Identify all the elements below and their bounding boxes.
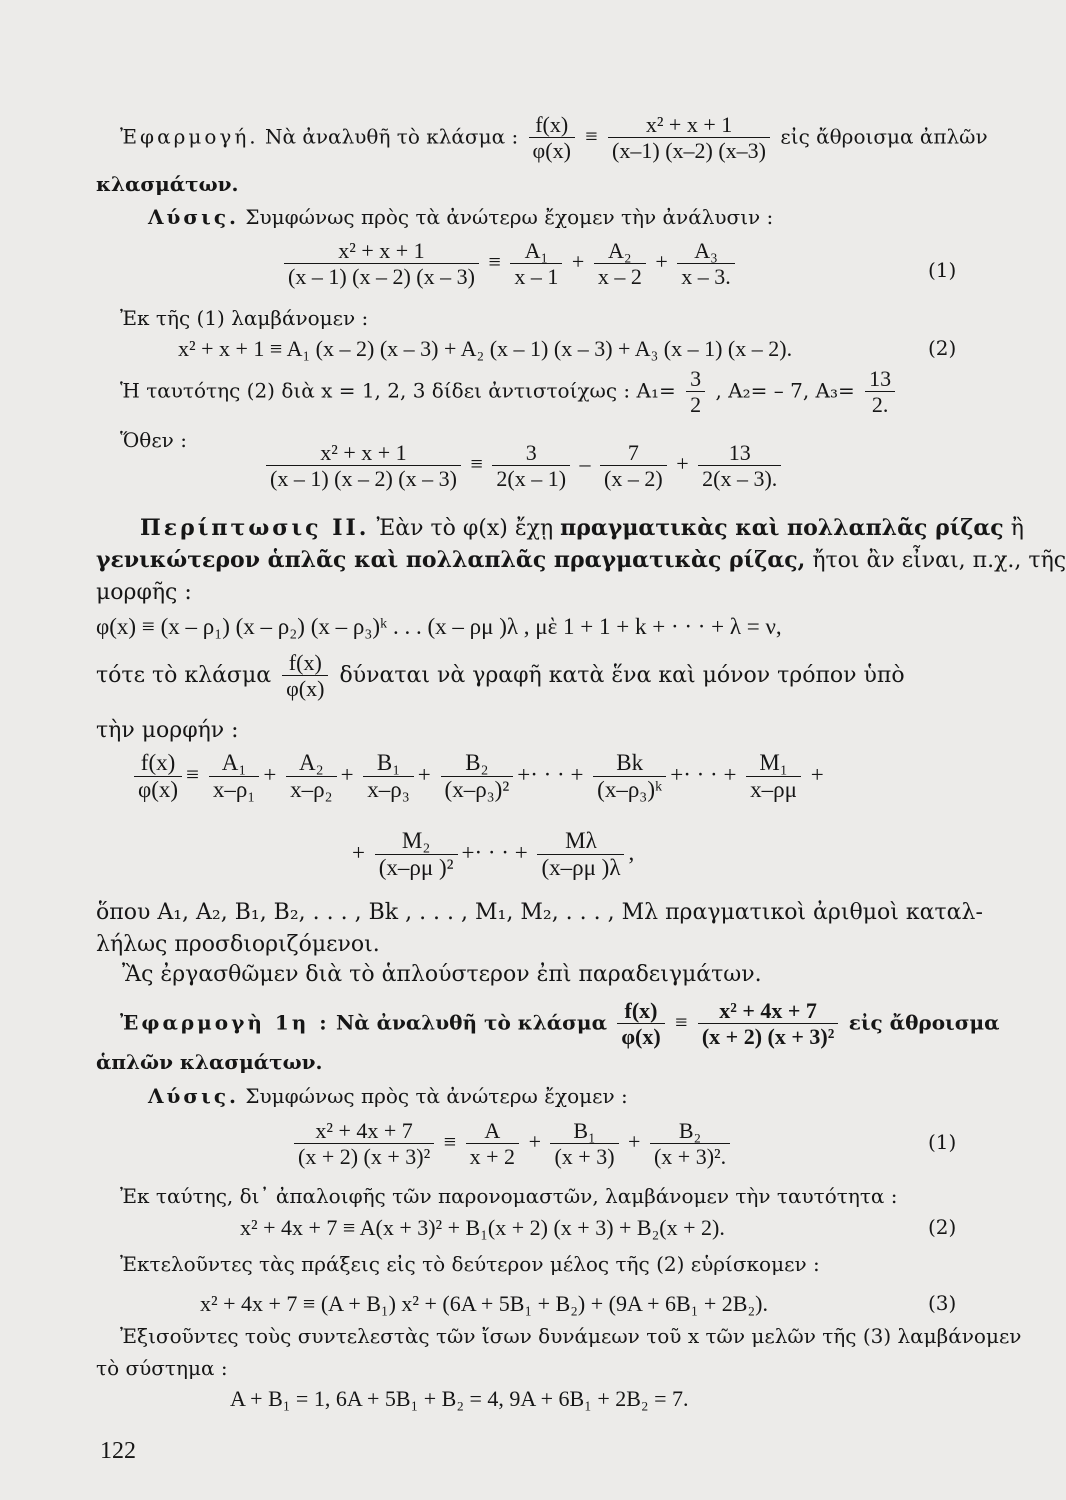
application-tail-2: κλασμάτων. (96, 172, 239, 196)
a3-value (865, 366, 895, 418)
application-intro: Νὰ ἀναλυθῆ τὸ κλάσμα : (265, 124, 519, 149)
numerator: x² + x + 1 (338, 238, 425, 263)
numerator: B₁ (376, 750, 401, 775)
fraction-f-phi-2 (617, 998, 664, 1050)
elimination-text: Ἐκ ταύτης, δι᾽ ἀπαλοιφῆς τῶν παρονομαστῶν, λαμβάνομεν τὴν ταυτότητα : (120, 1184, 898, 1208)
case-text-bold-2: γενικώτερον ἁπλᾶς καὶ πολλαπλᾶς πραγματικὰς ρίζας, (96, 547, 806, 573)
numerator: f(x) (288, 650, 322, 675)
equation-number: (3) (928, 1291, 957, 1315)
equation-2-3: x² + 4x + 7 ≡ (A + B₁) x² + (6A + 5B₁ + B₂) + (9A + 6B₁ + 2B₂). (200, 1291, 768, 1316)
denominator: φ(x) (617, 1023, 664, 1049)
solution-label: Λύσις. (148, 205, 239, 229)
denominator: (x + 3)². (650, 1143, 730, 1169)
result-term-3 (698, 440, 781, 492)
denominator: x–ρ₃ (363, 776, 414, 803)
decomp-term-a1 (209, 750, 260, 804)
numerator: f(x) (535, 112, 569, 137)
perform-text: Ἐκτελοῦντες τὰς πράξεις εἰς τὸ δεύτερον μέλος τῆς (2) εὑρίσκομεν : (120, 1252, 820, 1276)
denominator: x–ρ₁ (209, 776, 260, 803)
numerator: B₁ (573, 1118, 596, 1143)
a2-text: , A₂= – 7, A₃= (715, 378, 855, 403)
numerator: f(x) (140, 750, 176, 775)
eq2-1-term-a (466, 1118, 519, 1170)
denominator: 2(x – 1) (492, 465, 570, 491)
denominator: (x–ρμ )² (375, 854, 458, 881)
application-2-tail-2: ἁπλῶν κλασμάτων. (96, 1050, 323, 1074)
denominator: (x + 2) (x + 3)² (294, 1143, 434, 1169)
denominator: (x + 2) (x + 3)² (698, 1023, 838, 1049)
fraction-f-phi (529, 112, 575, 164)
then-fraction (282, 650, 328, 702)
denominator: (x – 2) (600, 465, 667, 491)
application-2-heading: Ἐφαρμογὴ 1η : Νὰ ἀναλυθῆ τὸ κλάσμα $\frac{f(x)}{\varphi(x)}$ ≡ $\frac{\text{x² + 4x + 7}}{\text{(x + 2) (x + 3)²}}$ εἰς ἄθροισμα (120, 998, 1000, 1050)
let-us-line: Ἂς ἐργασθῶμεν διὰ τὸ ἁπλούστερον ἐπὶ παραδειγμάτων. (122, 962, 762, 987)
case-label: Περίπτωσις ΙΙ. (140, 515, 370, 541)
decomp-term-m2 (375, 828, 458, 882)
decomp-term-b2 (441, 750, 514, 804)
hence-text: Ὅθεν : (120, 428, 187, 452)
application-tail: εἰς ἄθροισμα ἀπλῶν (780, 124, 988, 149)
solution-line (148, 205, 773, 229)
equation-number: (1) (928, 1130, 957, 1154)
solution-2-label: Λύσις. (148, 1084, 239, 1108)
numerator: A₁ (221, 750, 247, 775)
eq1-term-a2 (594, 238, 646, 290)
numerator: x² + x + 1 (320, 440, 407, 465)
case-text-bold: πραγματικὰς καὶ πολλαπλᾶς ρίζας (560, 515, 1004, 541)
numerator: A₂ (608, 238, 632, 263)
denominator: (x–ρ₃)ᵏ (593, 776, 666, 803)
solution-2-text: Συμφώνως πρὸς τὰ ἀνώτερω ἔχομεν : (245, 1084, 628, 1108)
eq2-1-lhs (294, 1118, 434, 1170)
decomp-term-ml (537, 828, 624, 882)
denominator: x–ρμ (746, 776, 801, 803)
case-2-line-3: μορφῆς : (96, 580, 192, 605)
solution-text: Συμφώνως πρὸς τὰ ἀνώτερω ἔχομεν τὴν ἀνάλυσιν : (245, 205, 774, 229)
application-heading: Ἐφαρμογή. Νὰ ἀναλυθῆ τὸ κλάσμα : $\frac{f(x)}{\varphi(x)}$ ≡ $\frac{\text{x² + x + 1}}{(x-1) (x-2) (x-3)}$ εἰς ἄθροισμα ἀπλῶν (120, 112, 988, 164)
eq1-lhs (284, 238, 479, 290)
equation-number: (2) (928, 1215, 957, 1239)
numerator: A (484, 1118, 501, 1143)
page-number: 122 (100, 1438, 136, 1464)
decomp-term-bk (593, 750, 666, 804)
decomposition-line-1: $\frac{f(x)}{\varphi(x)}$ ≡ $\frac{\text{A₁}}{\text{x–ρ₁}}$ + $\frac{\text{A₂}}{\text{x–ρ₂}}$ + $\frac{\text{B₁}}{\text{x–ρ₃}}$ + $\frac{\text{B₂}}{\text{(x–ρ₃)²}}$ +· · · + $\frac{Bk}{\text{(x–ρ₃)ᵏ}}$ +· · · + $\frac{\text{M₁}}{x-\rho\mu}$ + (130, 750, 824, 804)
phi-equation: φ(x) ≡ (x – ρ₁) (x – ρ₂) (x – ρ₃)ᵏ . . . (x – ρμ )λ , μὲ 1 + 1 + k + · · · + λ = ν, (96, 614, 782, 639)
numerator: Bk (616, 750, 644, 775)
where-line: ὅπου A₁, A₂, B₁, B₂, . . . , Bk , . . . , M₁, M₂, . . . , Mλ πραγματικοὶ ἀριθμοὶ καταλ- (96, 900, 983, 925)
case-text: Ἐὰν τὸ φ(x) ἔχῃ (376, 516, 554, 541)
a1-value (686, 366, 705, 418)
equation-number: (1) (928, 258, 957, 282)
case-text-end: ἢ (1010, 516, 1024, 541)
then-text: τότε τὸ κλάσμα (96, 662, 272, 688)
denominator: φ(x) (529, 137, 575, 163)
eq1-term-a1 (510, 238, 562, 290)
then-line (96, 650, 905, 702)
numerator: 3 (690, 366, 702, 391)
system-equations: A + B₁ = 1, 6A + 5B₁ + B₂ = 4, 9A + 6B₁ + 2B₂ = 7. (230, 1386, 689, 1411)
denominator: 2. (865, 391, 895, 417)
numerator: 13 (869, 366, 892, 391)
identity-line (120, 366, 899, 418)
then-tail: δύναται νὰ γραφῆ κατὰ ἕνα καὶ μόνον τρόπον ὑπὸ (339, 662, 905, 688)
numerator: f(x) (624, 998, 658, 1023)
equation-number: (2) (928, 336, 957, 360)
solution-2-line (148, 1084, 628, 1108)
equation-2: x² + x + 1 ≡ A₁ (x – 2) (x – 3) + A₂ (x – 1) (x – 3) + A₃ (x – 1) (x – 2). (178, 336, 793, 361)
denominator: x – 1 (510, 263, 562, 289)
equation-2-2: x² + 4x + 7 ≡ A(x + 3)² + B₁(x + 2) (x + 3) + B₂(x + 2). (240, 1215, 725, 1240)
case-2-line-1 (140, 515, 1024, 541)
denominator: (x – 1) (x – 2) (x – 3) (284, 263, 479, 289)
denominator: (x–ρ₃)² (441, 776, 514, 803)
result-term-2 (600, 440, 667, 492)
denominator: x – 3. (677, 263, 735, 289)
application-2-intro: Νὰ ἀναλυθῆ τὸ κλάσμα (335, 1010, 607, 1035)
numerator: A₃ (694, 238, 718, 263)
denominator: φ(x) (134, 776, 182, 803)
system-label: τὸ σύστημα : (96, 1356, 228, 1380)
numerator: Mλ (565, 828, 597, 853)
denominator: 2 (686, 391, 705, 417)
numerator: x² + 4x + 7 (719, 998, 817, 1023)
application-2-title: Ἐφαρμογὴ 1η : (120, 1010, 330, 1035)
case-text-2: ἤτοι ἂν εἶναι, π.χ., τῆς (812, 548, 1066, 573)
where-line-2: λήλως προσδιοριζόμενοι. (96, 932, 380, 957)
decomp-term-a2 (286, 750, 337, 804)
from-text: Ἐκ τῆς (1) λαμβάνομεν : (120, 306, 369, 330)
eq1-term-a3 (677, 238, 735, 290)
fraction-rhs (608, 112, 770, 164)
equation-1: $\frac{\text{x² + x + 1}}{(x - 1) (x - 2) (x - 3)}$ ≡ $\frac{\text{A₁}}{x - 1}$ + $\frac{\text{A₂}}{x - 2}$ + $\frac{\text{A₃}}{x - 3.}$ (280, 238, 739, 290)
equation-2-1: $\frac{\text{x² + 4x + 7}}{\text{(x + 2) (x + 3)²}}$ ≡ $\frac{A}{x + 2}$ + $\frac{\text{B₁}}{(x + 3)}$ + $\frac{\text{B₂}}{\text{(x + 3)².}}$ (290, 1118, 734, 1170)
numerator: A₂ (298, 750, 324, 775)
numerator: B₂ (678, 1118, 702, 1143)
numerator: 3 (525, 440, 537, 465)
result-term-1 (492, 440, 570, 492)
eq2-1-term-b1 (550, 1118, 618, 1170)
application-2-tail: εἰς ἄθροισμα (848, 1010, 1000, 1035)
denominator: x–ρ₂ (286, 776, 337, 803)
decomposition-line-2: + $\frac{\text{M₂}}{\text{(x–ρμ )²}}$ +· · · + $\frac{M\lambda}{(x-\rho\mu )\lambda}$ , (352, 828, 635, 881)
application-title: Ἐφαρμογή. (120, 124, 259, 149)
result-lhs (266, 440, 461, 492)
numerator: 7 (627, 440, 639, 465)
identity-text: Ἡ ταυτότης (2) διὰ x = 1, 2, 3 δίδει ἀντιστοίχως : A₁= (120, 378, 676, 403)
case-2-line-2 (96, 547, 1066, 573)
numerator: x² + x + 1 (645, 112, 733, 137)
denominator: (x + 3) (550, 1143, 618, 1169)
denominator: (x – 1) (x – 2) (x – 3) (266, 465, 461, 491)
denominator: (x–1) (x–2) (x–3) (608, 137, 770, 163)
denominator: φ(x) (282, 675, 328, 701)
decomp-term-b1 (363, 750, 414, 804)
eq2-1-term-b2 (650, 1118, 730, 1170)
numerator: A₁ (524, 238, 549, 263)
numerator: x² + 4x + 7 (315, 1118, 413, 1143)
decomp-lhs (134, 750, 182, 804)
denominator: x + 2 (466, 1143, 519, 1169)
numerator: M₁ (759, 750, 788, 775)
numerator: 13 (728, 440, 751, 465)
decomp-term-m1 (746, 750, 801, 804)
denominator: x – 2 (594, 263, 646, 289)
equate-text: Ἐξισοῦντες τοὺς συντελεστὰς τῶν ἴσων δυνάμεων τοῦ x τῶν μελῶν τῆς (3) λαμβάνομεν (120, 1324, 1022, 1348)
denominator: 2(x – 3). (698, 465, 781, 491)
result-equation: $\frac{\text{x² + x + 1}}{(x - 1) (x - 2) (x - 3)}$ ≡ $\frac{3}{2(x - 1)}$ – $\frac{7}{(x - 2)}$ + $\frac{13}{2(x - 3).}$ (262, 440, 785, 492)
denominator: (x–ρμ )λ (537, 854, 624, 881)
fraction-rhs-2 (698, 998, 838, 1050)
numerator: B₂ (465, 750, 489, 775)
form-label: τὴν μορφήν : (96, 718, 239, 743)
numerator: M₂ (401, 828, 431, 853)
